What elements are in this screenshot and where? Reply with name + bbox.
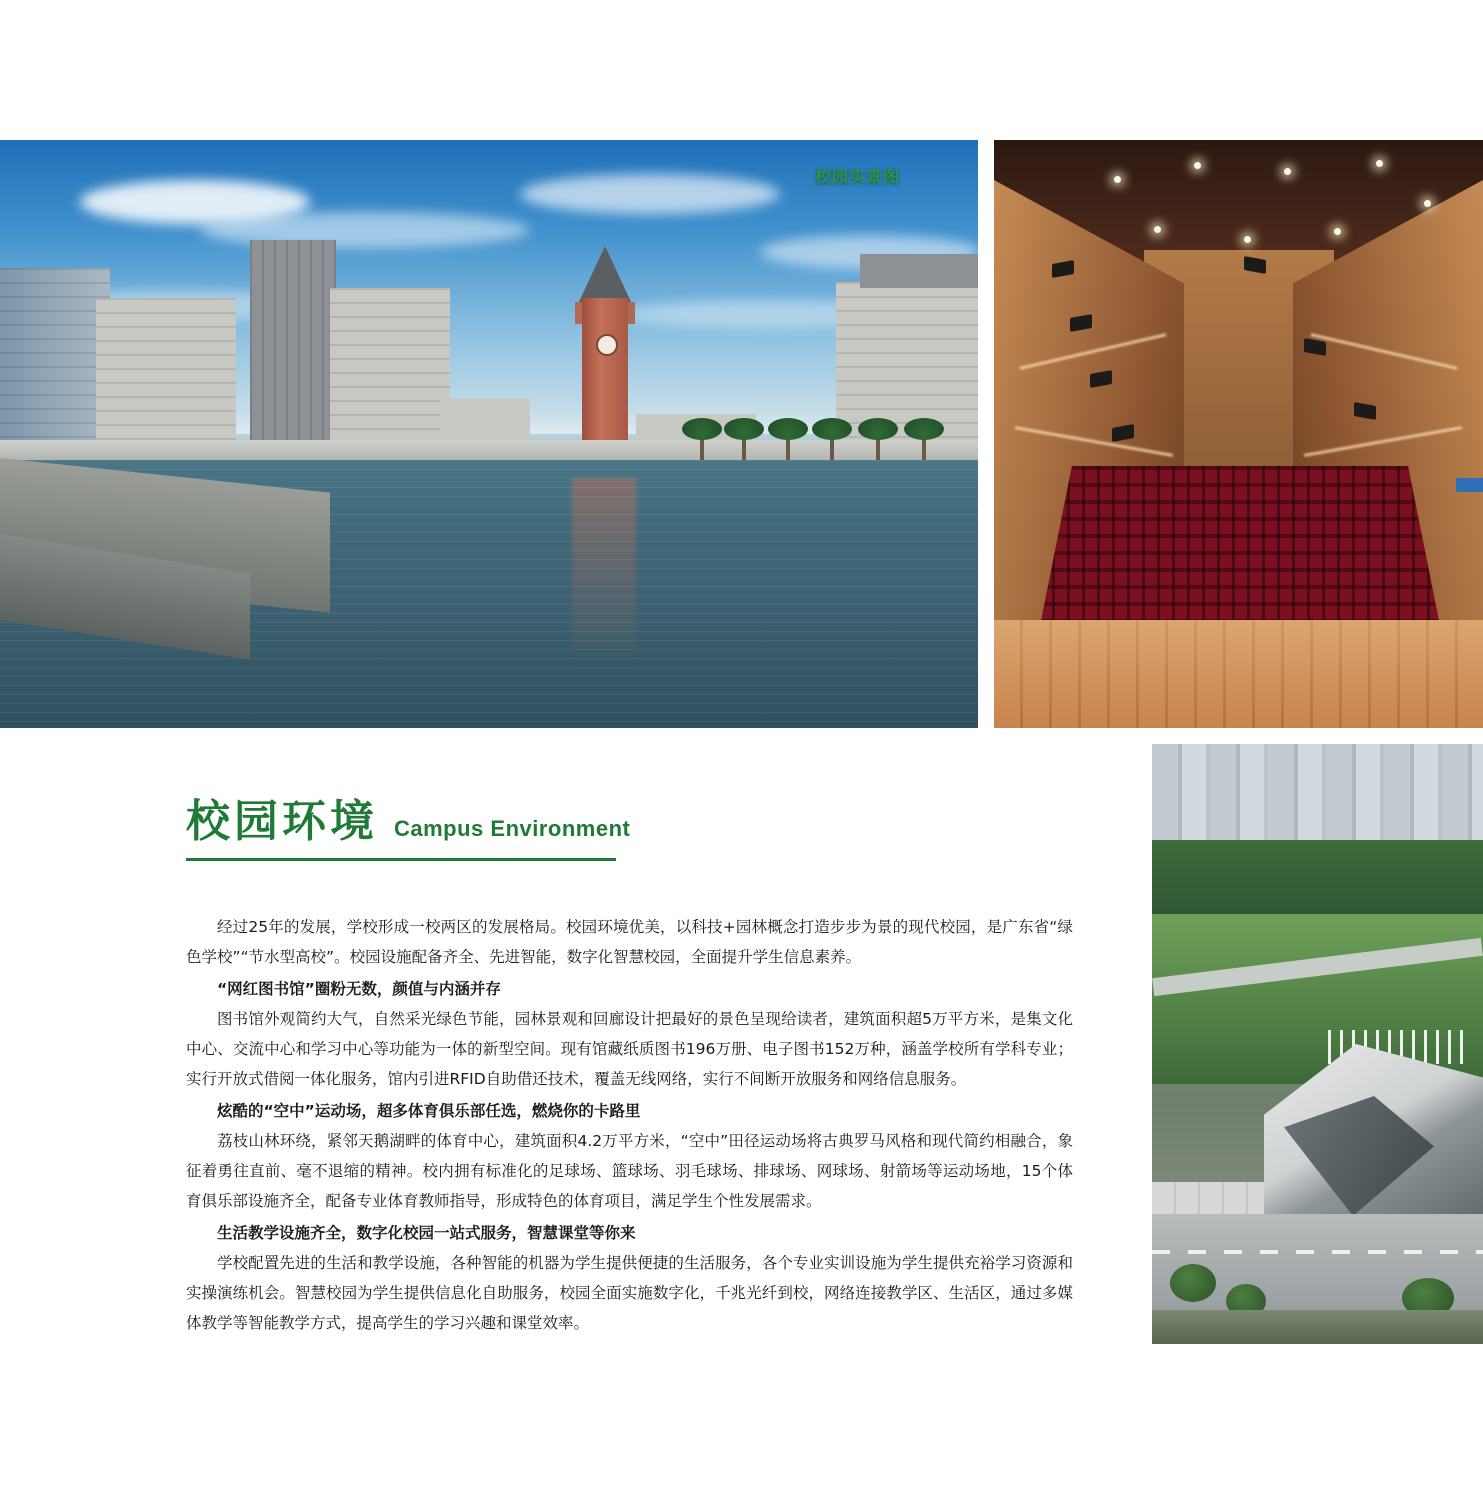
subheading-3: 生活教学设施齐全，数字化校园一站式服务，智慧课堂等你来 <box>217 1224 636 1242</box>
seat-rows-pattern <box>1040 466 1440 626</box>
section-heading <box>186 796 886 861</box>
road-marking <box>1152 1250 1483 1254</box>
ceiling-spotlight <box>1376 160 1383 167</box>
cloud-shape <box>520 174 780 214</box>
subheading-1: “网红图书馆”圈粉无数，颜值与内涵并存 <box>217 980 501 998</box>
page-title-cn: 校园环境 <box>186 796 378 847</box>
article-body <box>186 912 1073 1338</box>
heading-underline <box>186 858 616 861</box>
auditorium-interior-photo <box>994 140 1483 728</box>
ceiling-spotlight <box>1194 162 1201 169</box>
campus-aerial-building-photo <box>1152 744 1483 1344</box>
clock-face-icon <box>596 334 618 356</box>
clock-tower-spire <box>578 246 632 304</box>
paragraph-3: 荔枝山林环绕，紧邻天鹅湖畔的体育中心，建筑面积4.2万平方米，“空中”田径运动场将古典罗马风格和现代简约相融合，象征着勇往直前、毫不退缩的精神。校内拥有标准化的足球场、篮球场、羽毛球场、排球场、网球场、射箭场等运动场地，15个体育俱乐部设施齐全，配备专业体育教师指导，形成特色的体育项目，满足学生个性发展需求。 <box>186 1132 1073 1210</box>
stage-reflection <box>994 620 1483 728</box>
top-photo-band <box>0 140 1483 728</box>
photo-caption: 校园实景图 <box>814 169 900 186</box>
ceiling-spotlight <box>1424 200 1431 207</box>
subheading-2: 炫酷的“空中”运动场，超多体育俱乐部任选，燃烧你的卡路里 <box>217 1102 641 1120</box>
ceiling-spotlight <box>1284 168 1291 175</box>
building-roof-shape <box>860 254 978 288</box>
wall-panel <box>1456 478 1483 492</box>
paragraph-2: 图书馆外观简约大气，自然采光绿色节能，园林景观和回廊设计把最好的景色呈现给读者，建筑面积超5万平方米，是集文化中心、交流中心和学习中心等功能为一体的新型空间。现有馆藏纸质图书196万册、电子图书152万种，涵盖学校所有学科专业；实行开放式借阅一体化服务，馆内引进RFID自助借还技术，覆盖无线网络，实行不间断开放服务和网络信息服务。 <box>186 1010 1073 1088</box>
foreground-vegetation <box>1152 1310 1483 1344</box>
building-shape <box>250 240 336 458</box>
ceiling-spotlight <box>1114 176 1121 183</box>
building-shape <box>0 268 110 458</box>
ceiling-spotlight <box>1154 226 1161 233</box>
page-title-en: Campus Environment <box>394 816 631 841</box>
campus-lake-clock-tower-photo <box>0 140 978 728</box>
ceiling-spotlight <box>1244 236 1251 243</box>
paragraph-1: 经过25年的发展，学校形成一校两区的发展格局。校园环境优美，以科技+园林概念打造步步为景的现代校园，是广东省“绿色学校”“节水型高校”。校园设施配备齐全、先进智能，数字化智慧校园，全面提升学生信息素养。 <box>186 918 1073 966</box>
shrub-shape <box>1170 1264 1216 1302</box>
building-shape <box>330 288 450 458</box>
paragraph-4: 学校配置先进的生活和教学设施，各种智能的机器为学生提供便捷的生活服务，各个专业实训设施为学生提供充裕学习资源和实操演练机会。智慧校园为学生提供信息化自助服务，校园全面实施数字化，千兆光纤到校，网络连接教学区、生活区，通过多媒体教学等智能教学方式，提高学生的学习兴趣和课堂效率。 <box>186 1254 1073 1332</box>
ceiling-spotlight <box>1334 228 1341 235</box>
building-shape <box>96 298 236 458</box>
